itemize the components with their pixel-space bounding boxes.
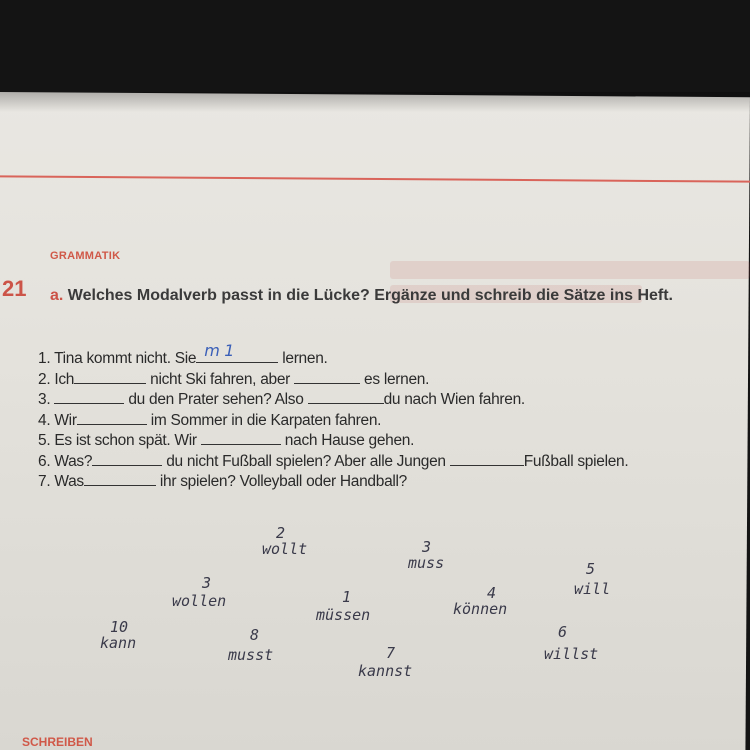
sentence-6: 6. Was? du nicht Fußball spielen? Aber alle Jungen Fußball spielen. (38, 452, 629, 470)
exercise-letter: a. (50, 287, 64, 304)
blank-1 (196, 341, 278, 363)
handwritten-note: 3 wollen (172, 574, 227, 610)
handwritten-note: 4 können (453, 584, 508, 618)
handwritten-note: 10 kann (100, 618, 137, 652)
handwritten-note: 5 will (574, 560, 611, 598)
page-edge-shadow (0, 92, 750, 112)
handwritten-note: 2 wollt (262, 524, 308, 558)
sentence-3: 3. du den Prater sehen? Also du nach Wien fahren. (38, 391, 525, 408)
sentence-1: 1. Tina kommt nicht. Sie m 1 lernen. (38, 341, 328, 367)
sentence-2: 2. Ich nicht Ski fahren, aber es lernen. (38, 370, 430, 388)
handwritten-note: 3 muss (408, 538, 445, 572)
exercise-sentences (38, 341, 629, 492)
handwritten-answer: m 1 (204, 341, 235, 360)
sentence-7: 7. Was ihr spielen? Volleyball oder Handball? (38, 473, 407, 490)
sentence-4: 4. Wir im Sommer in die Karpaten fahren. (38, 411, 382, 429)
handwritten-note: 1 müssen (316, 588, 371, 624)
handwritten-note: 6 willst (544, 623, 599, 663)
section-heading: GRAMMATIK (50, 250, 121, 262)
exercise-text: Welches Modalverb passt in die Lücke? Ergänze und schreib die Sätze ins Heft. (67, 287, 673, 304)
exercise-number: 21 (2, 276, 27, 301)
sentence-5: 5. Es ist schon spät. Wir nach Hause gehen. (38, 432, 415, 449)
handwritten-note: 7 kannst (358, 644, 413, 680)
exercise-instruction (50, 285, 710, 306)
next-section-heading: SCHREIBEN (22, 735, 93, 749)
handwritten-note: 8 musst (228, 626, 274, 664)
